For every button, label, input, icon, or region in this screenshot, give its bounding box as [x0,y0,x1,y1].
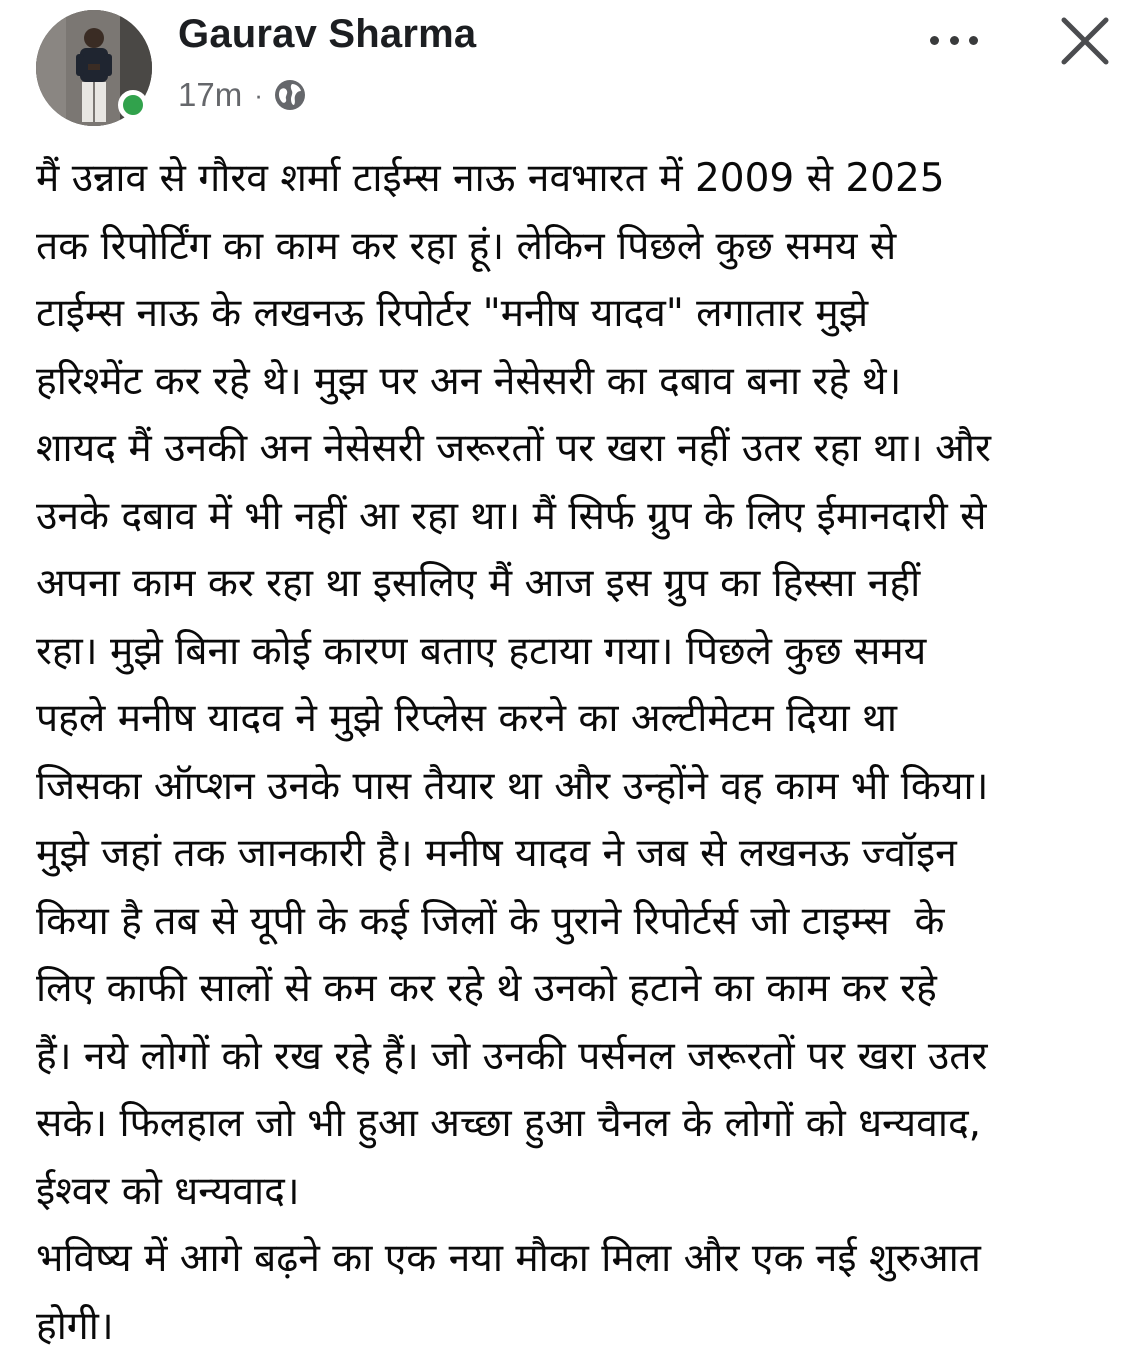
author-name[interactable]: Gaurav Sharma [178,12,477,56]
meta-separator: · [254,79,263,110]
post-text: मैं उन्नाव से गौरव शर्मा टाईम्स नाऊ नवभारत में 2009 से 2025 तक रिपोर्टिंग का काम कर रहा हूं। लेकिन पिछले कुछ समय से टाईम्स नाऊ के लखनऊ रिपोर्टर "मनीष यादव" लगातार मुझे हरिश्मेंट कर रहे थे। मुझ पर अन नेसेसरी का दबाव बना रहे थे। शायद मैं उनकी अन नेसेसरी जरूरतों पर खरा नहीं उतर रहा था। और उनके दबाव में भी नहीं आ रहा था। मैं सिर्फ ग्रुप के लिए ईमानदारी से अपना काम कर रहा था इसलिए मैं आज इस ग्रुप का हिस्सा नहीं रहा। मुझे बिना कोई कारण बताए हटाया गया। पिछले कुछ समय पहले मनीष यादव ने मुझे रिप्लेस करने का अल्टीमेटम दिया था जिसका ऑप्शन उनके पास तैयार था और उन्होंने वह काम भी किया। मुझे जहां तक जानकारी है। मनीष यादव ने जब से लखनऊ ज्वॉइन किया है तब से यूपी के कई जिलों के पुराने रिपोर्टर्स जो टाइम्स के लिए काफी सालों से कम कर रहे थे उनको हटाने का काम कर रहे हैं। नये लोगों को रख रहे हैं। जो उनकी पर्सनल जरूरतों पर खरा उतर सके। फिलहाल जो भी हुआ अच्छा हुआ चैनल के लोगों को धन्यवाद, ईश्वर को धन्यवाद। भविष्य में आगे बढ़ने का एक नया मौका मिला और एक नई शुरुआत होगी। [36,156,991,1349]
more-dots-icon[interactable] [924,20,984,60]
online-status-dot [118,90,148,120]
globe-icon[interactable] [273,78,307,112]
close-icon[interactable] [1054,10,1116,72]
post-header [0,0,1148,140]
post-meta [178,72,307,118]
post-time[interactable]: 17m [178,76,243,113]
